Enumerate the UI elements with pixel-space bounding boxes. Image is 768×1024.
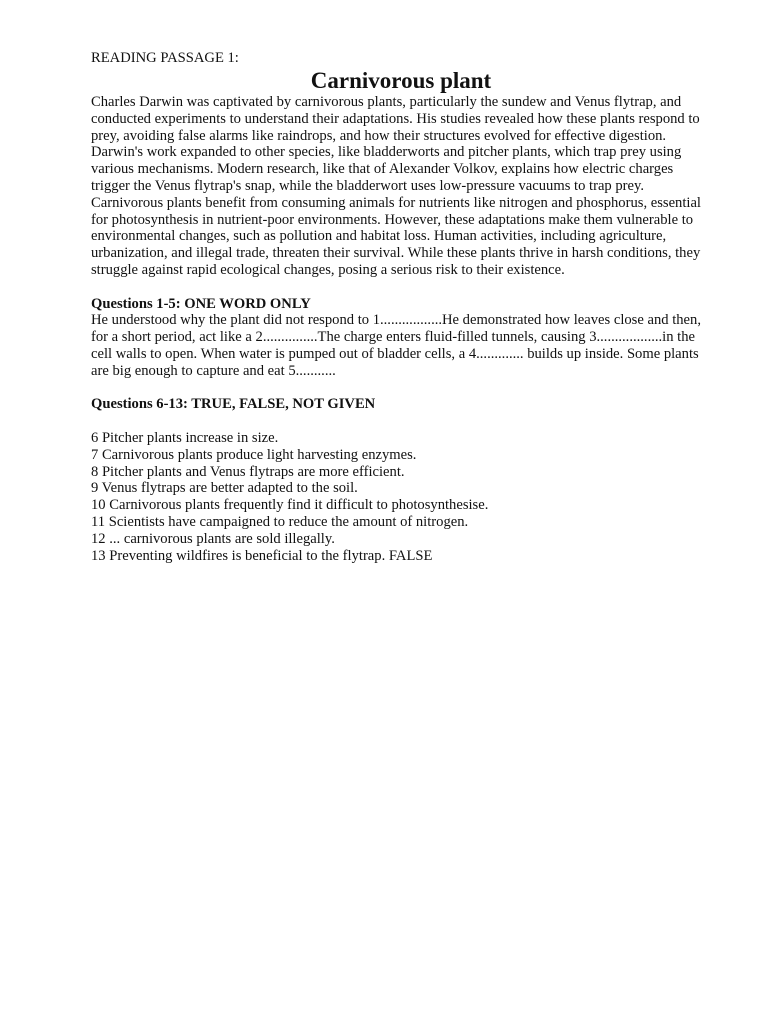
questions-6-13-heading: Questions 6-13: TRUE, FALSE, NOT GIVEN	[91, 396, 376, 413]
passage-text: Charles Darwin was captivated by carnivorous plants, particularly the sundew and Venus flytrap, and conducted experiments to understand their adaptations. His studies revealed how these plants respond to prey, avoiding false alarms like raindrops, and how their structures evolved for effective digestion. Darwin's work expanded to other species, like bladderworts and pitcher plants, which trap prey using various mechanisms. Modern research, like that of Alexander Volkov, explains how electric charges trigger the Venus flytrap's snap, while the bladderwort uses low-pressure vacuums to trap prey. Carnivorous plants benefit from consuming animals for nutrients like nitrogen and phosphorus, essential for photosynthesis in nutrient-poor environments. However, these adaptations make them vulnerable to environmental changes, such as pollution and habitat loss. Human activities, including agriculture, urbanization, and illegal trade, threaten their survival. While these plants thrive in harsh conditions, they struggle against rapid ecological changes, posing a serious risk to their existence.	[91, 94, 701, 278]
question-item-10: 10 Carnivorous plants frequently find it difficult to photosynthesise.	[91, 497, 489, 514]
question-item-6: 6 Pitcher plants increase in size.	[91, 429, 279, 446]
question-item-12: 12 ... carnivorous plants are sold illegally.	[91, 530, 335, 547]
questions-1-5-heading: Questions 1-5: ONE WORD ONLY	[91, 295, 311, 312]
question-item-8: 8 Pitcher plants and Venus flytraps are more efficient.	[91, 463, 405, 480]
question-item-9: 9 Venus flytraps are better adapted to the soil.	[91, 480, 358, 497]
question-item-13: 13 Preventing wildfires is beneficial to the flytrap. FALSE	[91, 547, 433, 564]
questions-1-5-text: He understood why the plant did not respond to 1.................He demonstrated how leaves close and then, for a short period, act like a 2...............The charge enters fluid-filled tunnels, causing 3..................in the cell walls to open. When water is pumped out of bladder cells, a 4............. builds up inside. Some plants are big enough to capture and eat 5...........	[91, 312, 701, 379]
question-item-11: 11 Scientists have campaigned to reduce the amount of nitrogen.	[91, 513, 469, 530]
page-title: Carnivorous plant	[310, 68, 492, 93]
questions-6-13-list	[91, 430, 711, 564]
passage-label: READING PASSAGE 1:	[91, 50, 239, 66]
document-page	[91, 50, 711, 564]
question-item-7: 7 Carnivorous plants produce light harvesting enzymes.	[91, 446, 417, 463]
